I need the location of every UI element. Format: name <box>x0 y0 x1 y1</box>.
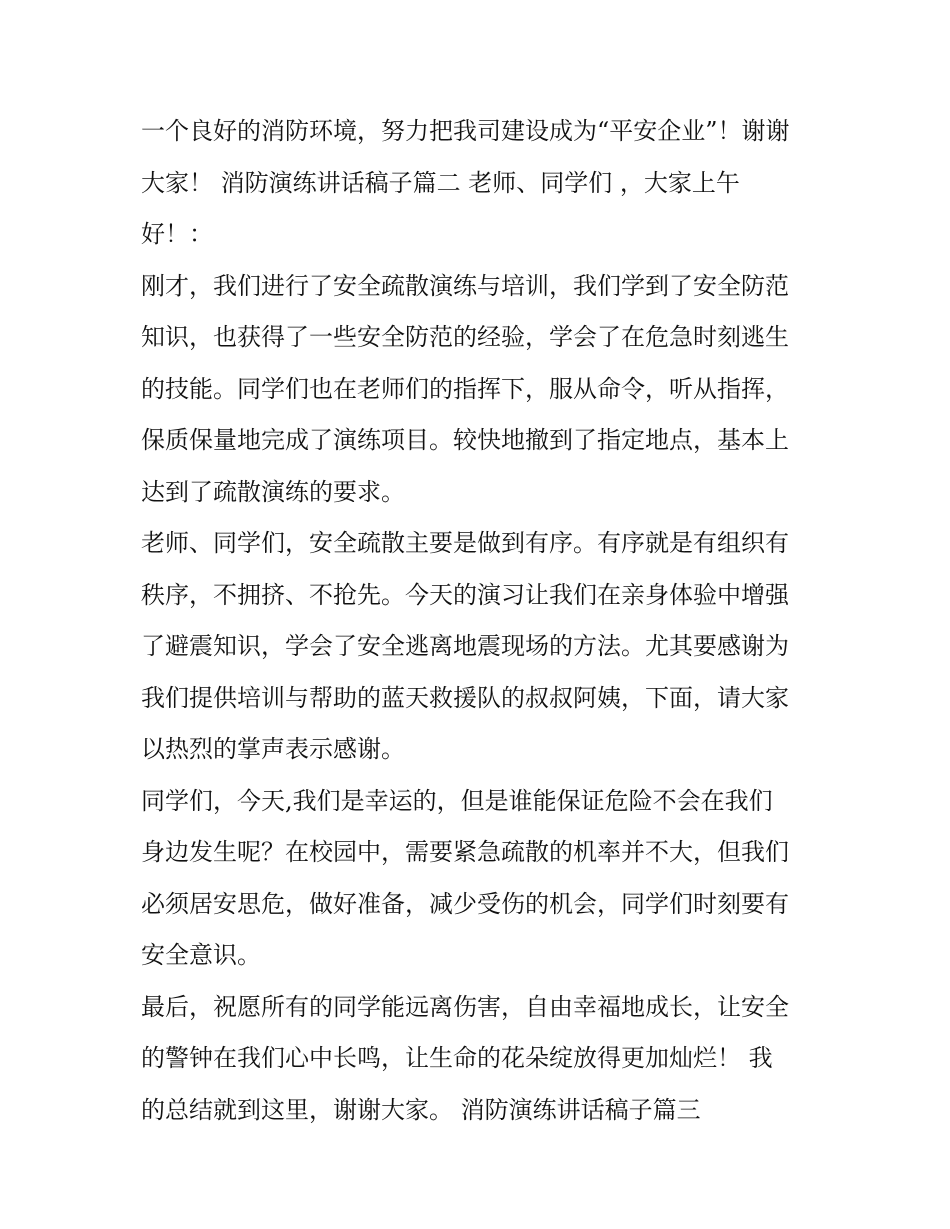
text-line: 安全意识。 <box>141 941 261 969</box>
text-line: 的总结就到这里，谢谢大家。 消防演练讲话稿子篇三 <box>141 1095 701 1124</box>
text-line: 以热烈的掌声表示感谢。 <box>141 735 405 763</box>
text-line: 刚才，我们进行了安全疏散演练与培训，我们学到了安全防范 <box>141 271 789 300</box>
text-line: 老师、同学们，安全疏散主要是做到有序。有序就是有组织有 <box>141 529 789 557</box>
text-line: 知识，也获得了一些安全防范的经验，学会了在危急时刻逃生 <box>141 323 789 351</box>
text-line: 达到了疏散演练的要求。 <box>141 477 405 506</box>
document-body <box>141 106 821 1136</box>
text-line: 同学们，今天,我们是幸运的，但是谁能保证危险不会在我们 <box>141 786 773 815</box>
text-line: 好！： <box>141 220 213 248</box>
text-line: 秩序，不拥挤、不抢先。今天的演习让我们在亲身体验中增强 <box>141 580 789 609</box>
text-line: 大家！ 消防演练讲话稿子篇二 老师、同学们 ，大家上午 <box>141 168 740 197</box>
text-line: 必须居安思危，做好准备，减少受伤的机会，同学们时刻要有 <box>141 889 789 918</box>
text-line: 身边发生呢？在校园中，需要紧急疏散的机率并不大，但我们 <box>141 838 789 866</box>
text-line: 我们提供培训与帮助的蓝天救援队的叔叔阿姨，下面，请大家 <box>141 683 789 712</box>
text-line: 的技能。同学们也在老师们的指挥下，服从命令，听从指挥， <box>141 374 789 403</box>
text-line: 的警钟在我们心中长鸣，让生命的花朵绽放得更加灿烂！ 我 <box>141 1044 773 1072</box>
text-line: 最后，祝愿所有的同学能远离伤害，自由幸福地成长，让安全 <box>141 992 789 1021</box>
text-line: 一个良好的消防环境，努力把我司建设成为“平安企业”！谢谢 <box>141 117 790 145</box>
text-line: 保质保量地完成了演练项目。较快地撤到了指定地点，基本上 <box>141 426 789 454</box>
text-line: 了避震知识，学会了安全逃离地震现场的方法。尤其要感谢为 <box>141 632 789 660</box>
